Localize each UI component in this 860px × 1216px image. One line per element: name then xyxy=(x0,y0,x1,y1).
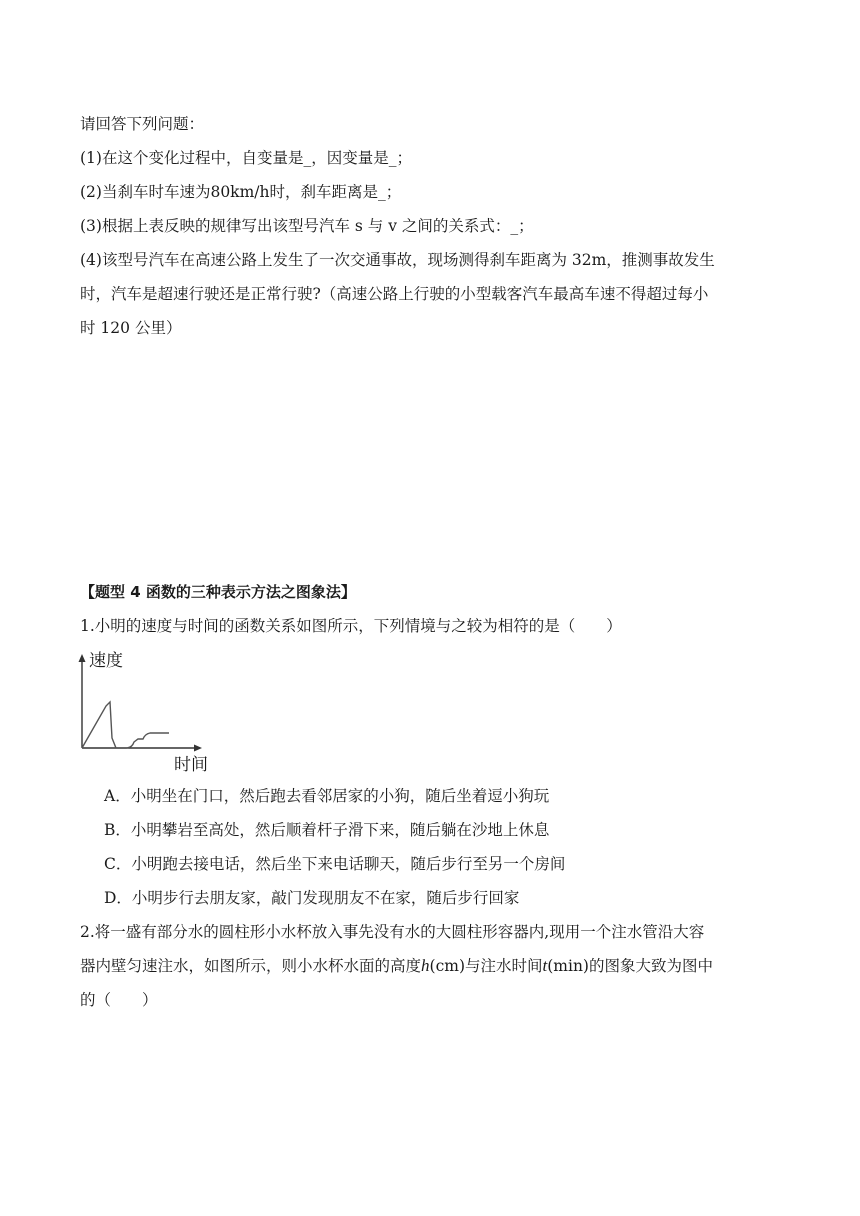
section-heading: 【题型 4 函数的三种表示方法之图象法】 xyxy=(80,583,356,601)
problem-2-line-1: 2.将一盛有部分水的圆柱形小水杯放入事先没有水的大圆柱形容器内,现用一个注水管沿大容 xyxy=(80,923,705,941)
option-b: B．小明攀岩至高处，然后顺着杆子滑下来，随后躺在沙地上休息 xyxy=(104,821,550,839)
y-axis-label: 速度 xyxy=(89,651,123,671)
unit-min: (min) xyxy=(547,957,589,975)
question-1: (1)在这个变化过程中，自变量是_，因变量是_； xyxy=(80,149,412,167)
problem-1-stem: 1.小明的速度与时间的函数关系如图所示，下列情境与之较为相符的是（ ） xyxy=(80,617,622,635)
problem-2-text-b: 与注水时间 xyxy=(465,957,543,975)
problem-2-line-2 xyxy=(80,956,713,976)
option-a: A．小明坐在门口，然后跑去看邻居家的小狗，随后坐着逗小狗玩 xyxy=(104,787,550,805)
speed-curve xyxy=(82,702,169,748)
option-c: C．小明跑去接电话，然后坐下来电话聊天，随后步行至另一个房间 xyxy=(104,855,566,873)
x-axis-label: 时间 xyxy=(174,755,208,775)
variable-t: t xyxy=(542,956,548,975)
problem-2-text-a: 器内壁匀速注水，如图所示，则小水杯水面的高度 xyxy=(80,957,422,975)
speed-time-graph xyxy=(74,650,214,775)
question-3: (3)根据上表反映的规律写出该型号汽车 s 与 v 之间的关系式：_； xyxy=(80,217,534,235)
x-axis-arrow xyxy=(194,745,202,752)
question-4-line-1: (4)该型号汽车在高速公路上发生了一次交通事故，现场测得刹车距离为 32m，推测事故发生 xyxy=(80,251,715,269)
option-d: D．小明步行去朋友家，敲门发现朋友不在家，随后步行回家 xyxy=(104,889,520,907)
y-axis-arrow xyxy=(79,654,86,662)
question-2: (2)当刹车时车速为80km/h时，刹车距离是_； xyxy=(80,183,402,201)
problem-2-line-3: 的（ ） xyxy=(80,991,158,1009)
unit-cm: (cm) xyxy=(429,957,465,975)
question-4-line-2: 时，汽车是超速行驶还是正常行驶?（高速公路上行驶的小型载客汽车最高车速不得超过每小 xyxy=(80,285,709,303)
intro-text: 请回答下列问题： xyxy=(80,115,205,133)
variable-h: h xyxy=(421,956,430,975)
problem-2-text-c: 的图象大致为图中 xyxy=(588,957,713,975)
question-4-line-3: 时 120 公里） xyxy=(80,319,182,337)
